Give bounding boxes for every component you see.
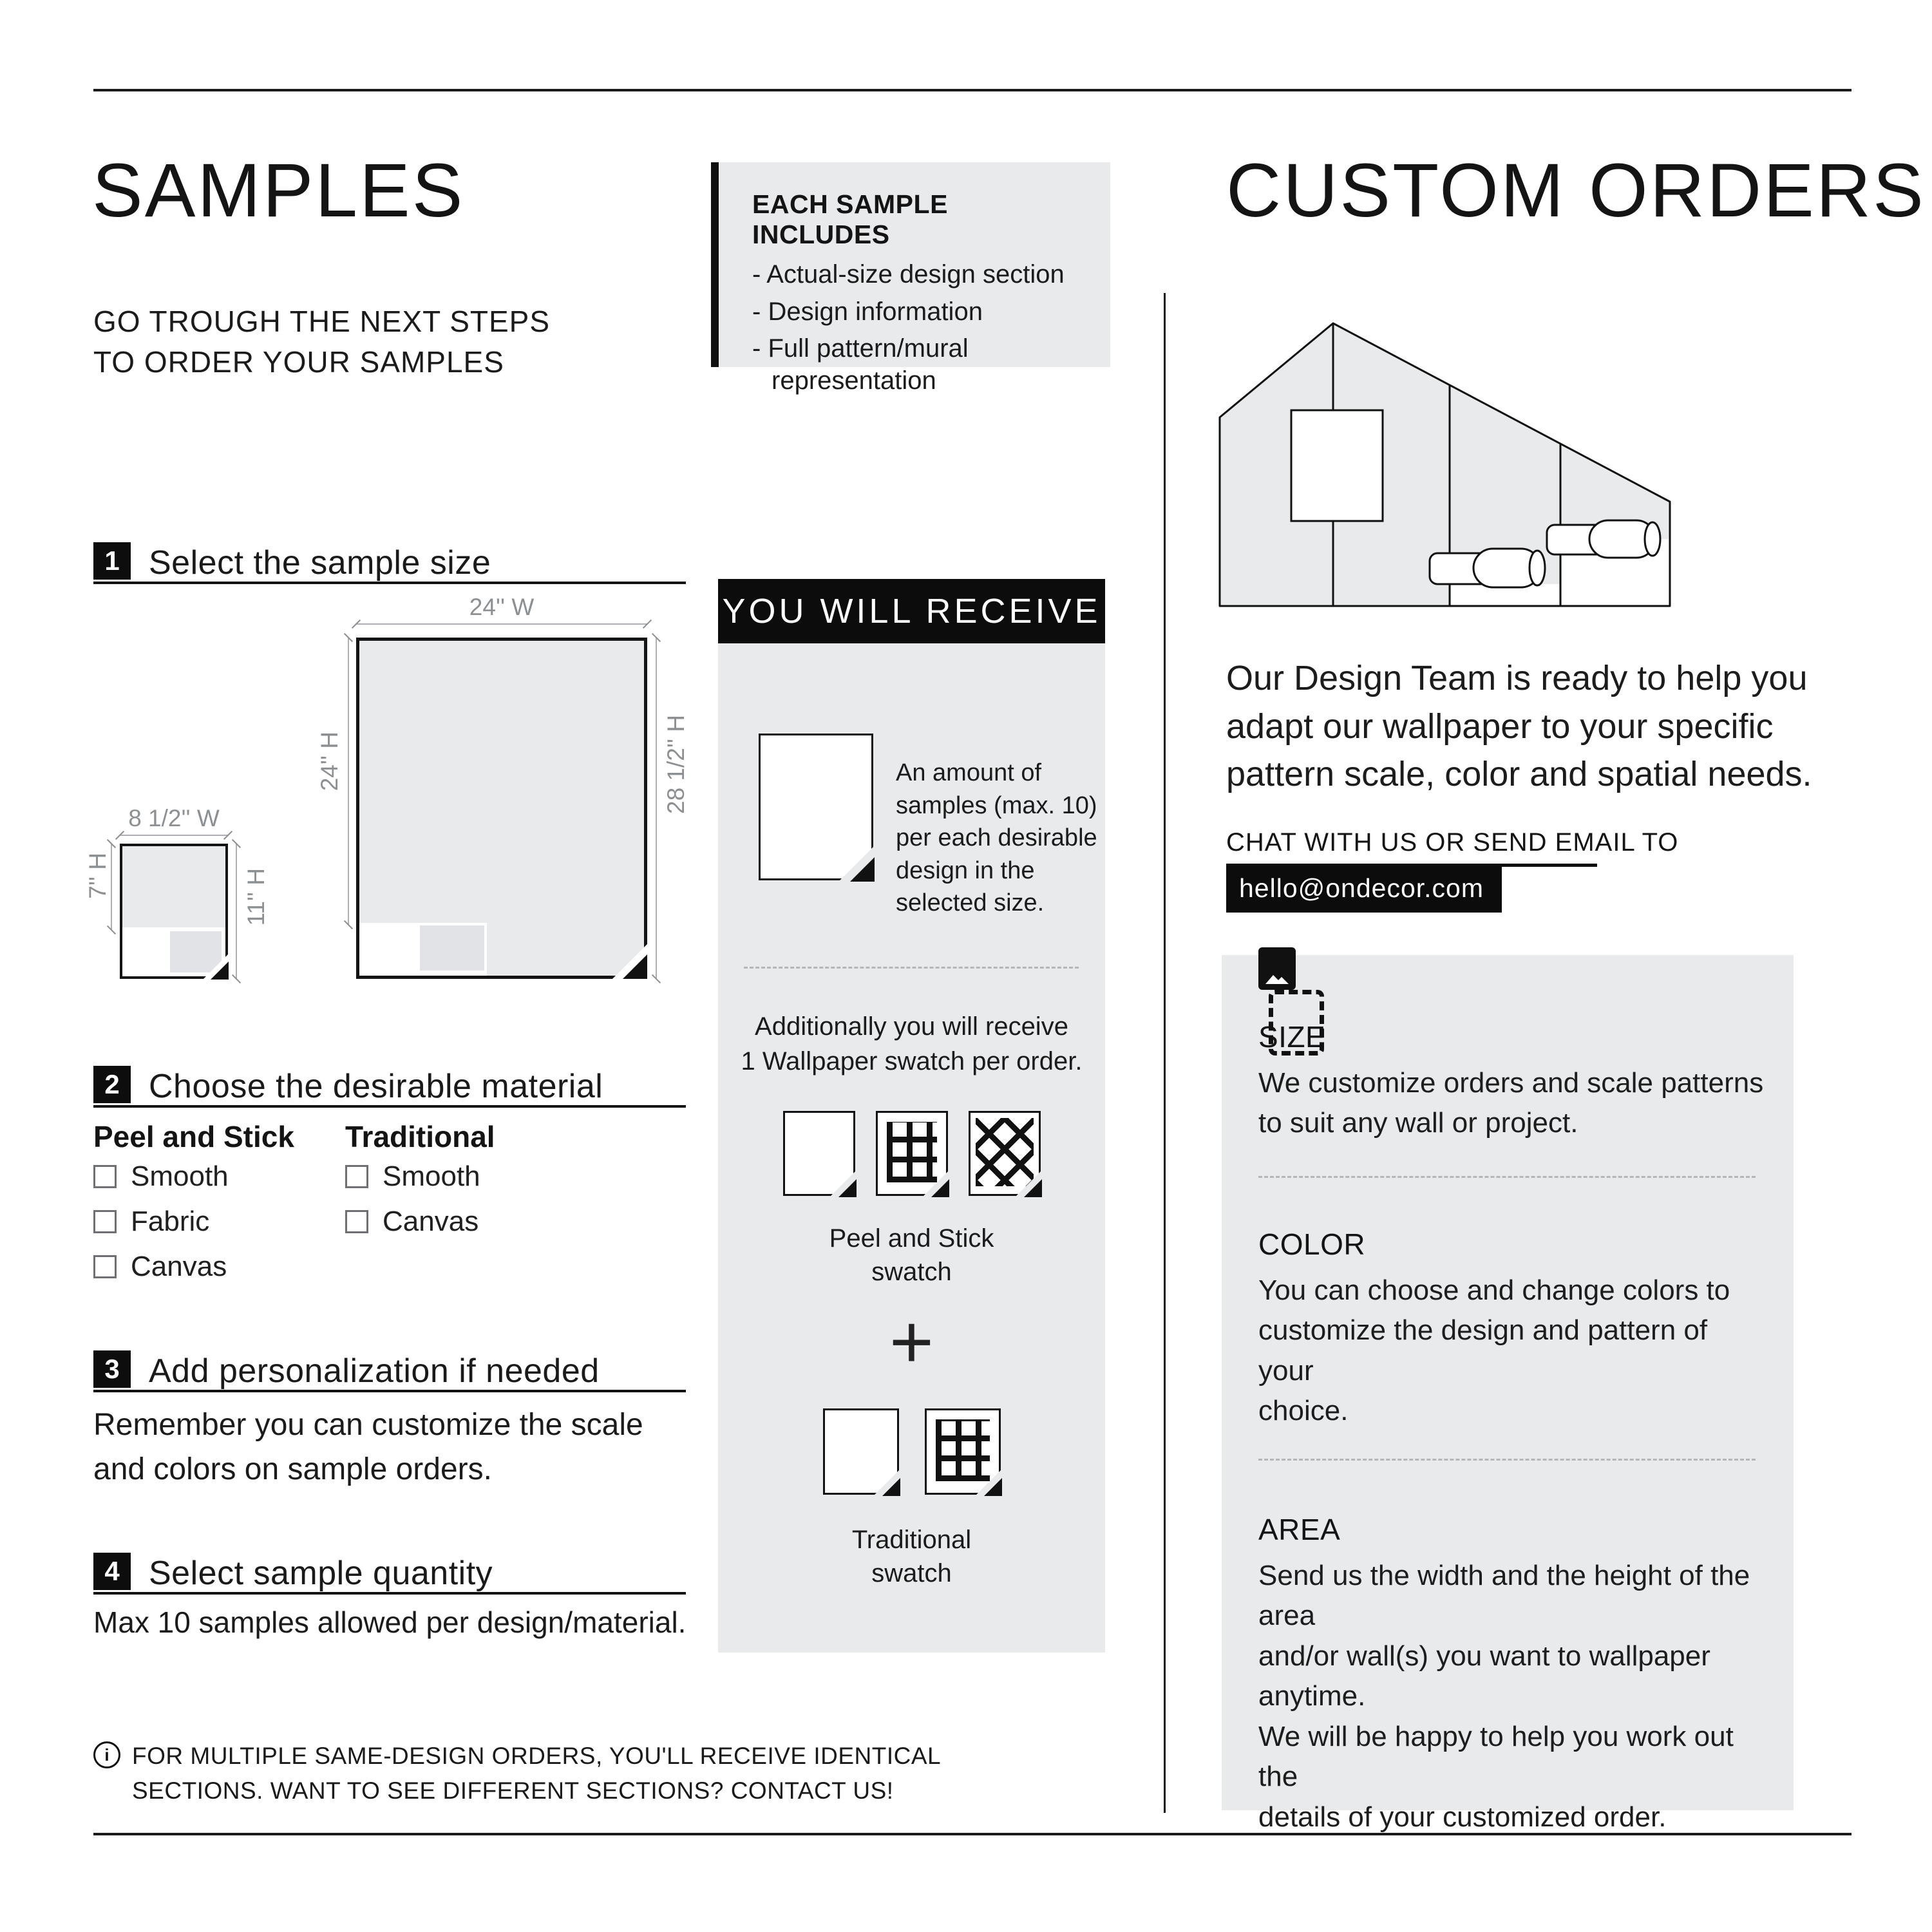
samples-amount-text xyxy=(896,757,1097,920)
design-team-intro-line: Our Design Team is ready to help you xyxy=(1226,659,1808,697)
large-height-left-label: 24'' H xyxy=(316,732,343,791)
traditional-swatch-label-line: Traditional xyxy=(851,1526,972,1554)
feature-size-name: SIZE xyxy=(1258,1020,1326,1054)
dashed-frame xyxy=(1269,990,1324,1056)
step-2-title: Choose the desirable material xyxy=(149,1068,603,1105)
step-4-heading xyxy=(93,1553,686,1595)
step-1-underline xyxy=(93,582,686,584)
footer-note-line: SECTIONS. WANT TO SEE DIFFERENT SECTIONS? CONTACT US! xyxy=(132,1777,894,1804)
small-width-label: 8 1/2'' W xyxy=(128,805,220,831)
folded-corner xyxy=(882,1478,900,1496)
column-divider xyxy=(1164,293,1166,1813)
additional-swatch-text xyxy=(718,1009,1105,1079)
samples-subtitle-line: GO TROUGH THE NEXT STEPS xyxy=(93,305,551,338)
sample-paper-icon xyxy=(759,734,873,880)
traditional-heading: Traditional xyxy=(345,1120,495,1153)
material-option-label: Smooth xyxy=(383,1160,480,1192)
step-1-badge: 1 xyxy=(93,542,131,580)
step-4-underline xyxy=(93,1592,686,1595)
top-rule xyxy=(93,89,1852,91)
traditional-swatch-label-line: swatch xyxy=(871,1559,952,1587)
step-3-note-line: and colors on sample orders. xyxy=(93,1452,492,1487)
large-width-label: 24'' W xyxy=(469,594,535,620)
feature-size-desc-line: We customize orders and scale patterns xyxy=(1258,1067,1764,1099)
traditional-swatch-label xyxy=(718,1523,1105,1590)
each-sample-includes-box xyxy=(711,162,1110,395)
feature-size-desc-line: to suit any wall or project. xyxy=(1258,1107,1578,1139)
samples-amount-line: design in the xyxy=(896,857,1035,884)
design-team-intro-line: adapt our wallpaper to your specific xyxy=(1226,706,1774,746)
folded-corner xyxy=(211,961,229,980)
peel-swatch-label xyxy=(718,1222,1105,1289)
samples-amount-line: samples (max. 10) xyxy=(896,791,1097,819)
material-option-label: Canvas xyxy=(131,1251,227,1282)
feature-area-desc-line: We will be happy to help you work out the xyxy=(1258,1720,1734,1793)
feature-area-desc xyxy=(1258,1556,1768,1837)
step-4-note: Max 10 samples allowed per design/material. xyxy=(93,1605,687,1639)
step-3-note-line: Remember you can customize the scale xyxy=(93,1408,643,1442)
samples-amount-line: An amount of xyxy=(896,759,1042,786)
large-width-dimline xyxy=(356,623,647,625)
large-sample-thumbnail xyxy=(420,925,484,971)
feature-color-desc-line: You can choose and change colors to xyxy=(1258,1274,1730,1306)
folded-corner xyxy=(850,857,875,882)
large-height-right-dimline xyxy=(656,638,657,979)
material-option-label: Canvas xyxy=(383,1206,479,1237)
feature-size-desc xyxy=(1258,1063,1763,1144)
wallpaper-roll xyxy=(1430,549,1545,587)
folded-corner xyxy=(838,1179,857,1197)
custom-orders-title: CUSTOM ORDERS xyxy=(1226,148,1926,233)
checkbox[interactable] xyxy=(93,1210,117,1233)
feature-area-name: AREA xyxy=(1258,1512,1341,1546)
includes-item: - Design information xyxy=(752,296,1091,328)
dashed-divider xyxy=(1258,1459,1756,1461)
feature-color-desc-line: customize the design and pattern of your xyxy=(1258,1314,1708,1387)
feature-area-desc-line: details of your customized order. xyxy=(1258,1801,1667,1833)
material-option-row xyxy=(93,1206,209,1238)
folded-corner xyxy=(984,1478,1002,1496)
feature-area-desc-line: and/or wall(s) you want to wallpaper anytime. xyxy=(1258,1640,1710,1712)
peel-swatch-label-line: swatch xyxy=(871,1258,952,1286)
feature-color-desc xyxy=(1258,1271,1768,1432)
footer-note-line: FOR MULTIPLE SAME-DESIGN ORDERS, YOU'LL RECEIVE IDENTICAL xyxy=(132,1743,942,1769)
includes-title: EACH SAMPLE INCLUDES xyxy=(752,189,948,249)
small-sample-card xyxy=(120,844,228,979)
samples-subtitle xyxy=(93,301,550,383)
checkbox[interactable] xyxy=(93,1165,117,1188)
email-badge[interactable]: hello@ondecor.com xyxy=(1226,867,1502,913)
peel-swatch-row xyxy=(718,1111,1105,1196)
grid-swatch-icon xyxy=(876,1111,948,1196)
small-height-right-dimline xyxy=(236,844,237,979)
material-option-row xyxy=(345,1160,480,1193)
small-height-left-label: 7'' H xyxy=(84,853,111,899)
large-sample-card xyxy=(356,638,647,979)
step-3-title: Add personalization if needed xyxy=(149,1352,600,1390)
blank-swatch-icon xyxy=(783,1111,855,1196)
house-wallpaper-illustration xyxy=(1217,319,1678,611)
blank-swatch-icon xyxy=(823,1408,899,1495)
peel-swatch-label-line: Peel and Stick xyxy=(829,1224,994,1253)
step-2-badge: 2 xyxy=(93,1066,131,1103)
checkbox[interactable] xyxy=(345,1165,368,1188)
dashed-divider xyxy=(744,967,1079,969)
contact-label: CHAT WITH US OR SEND EMAIL TO xyxy=(1226,828,1679,857)
feature-color-desc-line: choice. xyxy=(1258,1395,1349,1427)
design-team-intro-line: pattern scale, color and spatial needs. xyxy=(1226,755,1812,794)
feature-area-desc-line: Send us the width and the height of the area xyxy=(1258,1559,1750,1632)
folded-corner xyxy=(931,1179,949,1197)
wallpaper-roll xyxy=(1547,520,1660,558)
samples-amount-line: per each desirable xyxy=(896,824,1097,852)
samples-subtitle-line: TO ORDER YOUR SAMPLES xyxy=(93,345,504,379)
step-1-title: Select the sample size xyxy=(149,544,491,582)
design-team-intro xyxy=(1226,654,1812,799)
peel-and-stick-heading: Peel and Stick xyxy=(93,1120,294,1153)
samples-amount-line: selected size. xyxy=(896,889,1045,917)
small-height-right-label: 11'' H xyxy=(243,868,269,926)
step-2-underline xyxy=(93,1105,686,1108)
step-4-title: Select sample quantity xyxy=(149,1555,493,1592)
material-option-row xyxy=(345,1206,478,1238)
plus-icon: + xyxy=(889,1300,934,1385)
grid-swatch-icon xyxy=(925,1408,1001,1495)
material-option-row xyxy=(93,1251,227,1283)
includes-item: - Full pattern/mural representation xyxy=(752,333,1110,397)
includes-item: - Actual-size design section xyxy=(752,259,1091,291)
step-1-heading xyxy=(93,542,686,585)
custom-orders-panel xyxy=(1222,955,1794,1833)
info-icon xyxy=(93,1741,120,1768)
you-will-receive-banner: YOU WILL RECEIVE xyxy=(718,579,1105,643)
step-3-note xyxy=(93,1403,643,1492)
additional-swatch-line: 1 Wallpaper swatch per order. xyxy=(741,1047,1083,1075)
crosshatch-swatch-icon xyxy=(969,1111,1041,1196)
sample-size-diagram xyxy=(84,592,689,995)
you-will-receive-panel xyxy=(718,643,1105,1653)
checkbox[interactable] xyxy=(93,1255,117,1278)
large-height-right-label: 28 1/2'' H xyxy=(663,715,689,814)
step-4-badge: 4 xyxy=(93,1553,131,1590)
step-2-heading xyxy=(93,1066,686,1108)
folded-corner xyxy=(1024,1179,1042,1197)
large-height-left-dimline xyxy=(348,638,349,925)
dashed-divider xyxy=(1258,1176,1756,1178)
material-option-label: Fabric xyxy=(131,1206,210,1237)
image-block xyxy=(1258,947,1296,990)
footer-note xyxy=(93,1739,941,1808)
window xyxy=(1291,410,1383,521)
traditional-swatch-row xyxy=(718,1408,1105,1495)
samples-title: SAMPLES xyxy=(92,148,465,233)
additional-swatch-line: Additionally you will receive xyxy=(755,1012,1068,1041)
step-3-badge: 3 xyxy=(93,1350,131,1388)
folded-corner xyxy=(623,954,647,979)
checkbox[interactable] xyxy=(345,1210,368,1233)
step-3-heading xyxy=(93,1350,686,1393)
feature-color-name: COLOR xyxy=(1258,1227,1366,1261)
step-3-underline xyxy=(93,1390,686,1392)
material-option-label: Smooth xyxy=(131,1160,229,1192)
small-width-dimline xyxy=(120,835,228,836)
material-option-row xyxy=(93,1160,229,1193)
